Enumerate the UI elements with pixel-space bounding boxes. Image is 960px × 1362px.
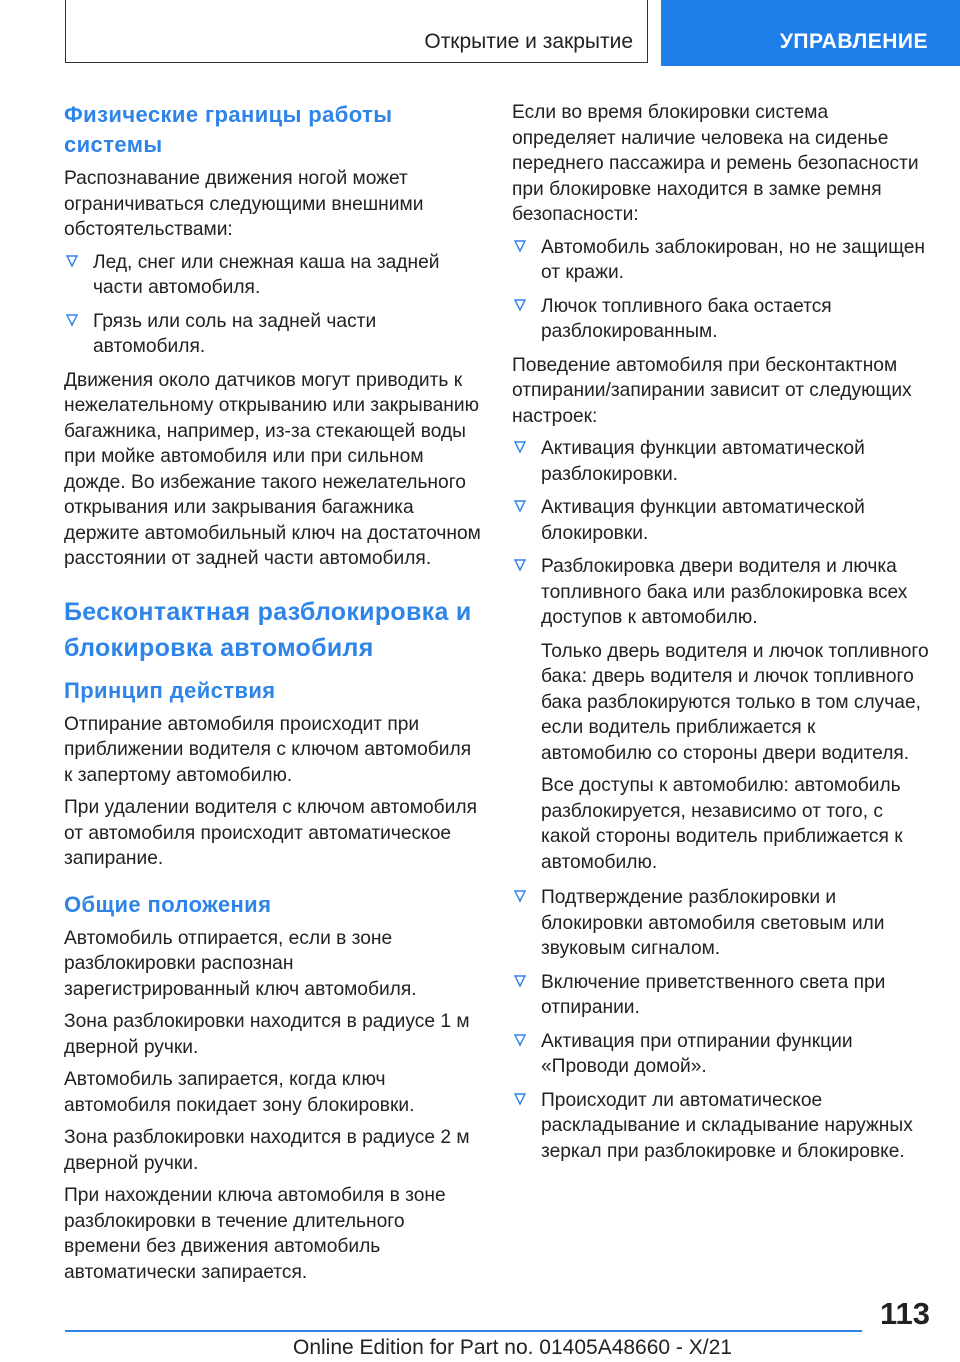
sensor-movement-paragraph: Движения около датчиков могут приводить к нежелательному открыванию или закрыванию багажника, например, из-за стекающей воды при мойке автомобиля или при сильном дожде. Во избежание такого нежелательного открывания или закрывания багажника держите автомобильный ключ на достаточном расстоянии от задней части автомобиля. [64,369,481,569]
list-item-text: Разблокировка двери водителя и лючка топливного бака или разблокировка всех доступов к автомобилю. [541,556,908,628]
list-item-text: Лед, снег или снежная каша на задней части автомобиля. [93,251,440,298]
list-item [512,554,930,631]
list-item [512,294,930,345]
heading-keyless: Бесконтактная разблокировка и блокировка автомобиля [64,597,472,662]
triangle-bullet-icon [512,973,528,989]
list-item-text: Грязь или соль на задней части автомобиля. [93,310,377,357]
list-item-text: Автомобиль заблокирован, но не защищен от кражи. [541,236,925,283]
list-item-text: Активация функции автоматической блокировки. [541,497,865,544]
list-item [512,495,930,546]
triangle-bullet-icon [512,1091,528,1107]
limits-list [64,250,482,360]
triangle-bullet-icon [512,238,528,254]
general-paragraph-4: Зона разблокировки находится в радиусе 2 м дверной ручки. [64,1127,470,1174]
right-column [512,100,930,1172]
list-item [64,309,482,360]
triangle-bullet-icon [64,253,80,269]
list-item-text: Происходит ли автоматическое раскладывание и складывание наружных зеркал при разблокировке и блокировке. [541,1089,913,1162]
triangle-bullet-icon [512,439,528,455]
triangle-bullet-icon [512,498,528,514]
list-item [512,1029,930,1080]
list-item-text: Подтверждение разблокировки и блокировки автомобиля световым или звуковым сигналом. [541,887,885,959]
general-paragraph-5: При нахождении ключа автомобиля в зоне разблокировки в течение длительного времени без движения автомобиль автоматически запирается. [64,1185,446,1283]
all-doors-paragraph: Все доступы к автомобилю: автомобиль разблокируется, независимо от того, с какой стороны водитель приближается к автомобилю. [541,775,903,873]
front-passenger-list [512,235,930,345]
page-number: 113 [880,1296,931,1331]
principle-paragraph-1: Отпирание автомобиля происходит при приближении водителя с ключом автомобиля к запертому автомобилю. [64,713,472,786]
list-item [512,235,930,286]
list-item [512,885,930,962]
section-tab [661,0,960,66]
chapter-title: Открытие и закрытие [424,30,633,53]
footer-divider [65,1330,862,1332]
limits-intro: Распознавание движения ногой может ограничиваться следующими внешними обстоятельствами: [64,168,424,240]
heading-physical-limits: Физические границы работы системы [64,102,393,157]
list-item-text: Активация функции автоматической разблокировки. [541,438,865,485]
front-passenger-paragraph: Если во время блокировки система определяет наличие человека на сиденье переднего пассажира и ремень безопасности при блокировке находится в замке ремня безопасности: [512,102,919,225]
general-paragraph-1: Автомобиль отпирается, если в зоне разблокировки распознан зарегистрированный ключ автомобиля. [64,927,417,1000]
list-item-text: Включение приветственного света при отпирании. [541,971,886,1018]
list-item [512,436,930,487]
principle-paragraph-2: При удалении водителя с ключом автомобиля от автомобиля происходит автоматическое запирание. [64,797,477,869]
list-item [512,1088,930,1165]
general-paragraph-2: Зона разблокировки находится в радиусе 1 м дверной ручки. [64,1011,470,1058]
triangle-bullet-icon [64,312,80,328]
list-item-text: Лючок топливного бака остается разблокированным. [541,295,832,342]
driver-only-paragraph: Только дверь водителя и лючок топливного бака: дверь водителя и лючок топливного бака разблокируются только в том случае, если водитель приближается к автомобилю со стороны двери водителя. [541,640,929,764]
settings-list-b [512,885,930,1164]
heading-general: Общие положения [64,891,272,917]
edition-note: Online Edition for Part no. 01405A48660 - X/21 [293,1336,732,1359]
heading-principle: Принцип действия [64,677,276,703]
section-label: УПРАВЛЕНИЕ [779,30,928,53]
list-item [512,970,930,1021]
general-paragraph-3: Автомобиль запирается, когда ключ автомобиля покидает зону блокировки. [64,1069,415,1116]
page-header [0,0,960,66]
settings-list-a [512,436,930,631]
list-item [64,250,482,301]
left-column [64,100,482,1292]
triangle-bullet-icon [512,557,528,573]
chapter-header-box [65,0,648,63]
behavior-paragraph: Поведение автомобиля при бесконтактном отпирании/запирании зависит от следующих настроек: [512,354,912,427]
triangle-bullet-icon [512,297,528,313]
list-item-text: Активация при отпирании функции «Проводи домой». [541,1030,853,1077]
triangle-bullet-icon [512,888,528,904]
triangle-bullet-icon [512,1032,528,1048]
